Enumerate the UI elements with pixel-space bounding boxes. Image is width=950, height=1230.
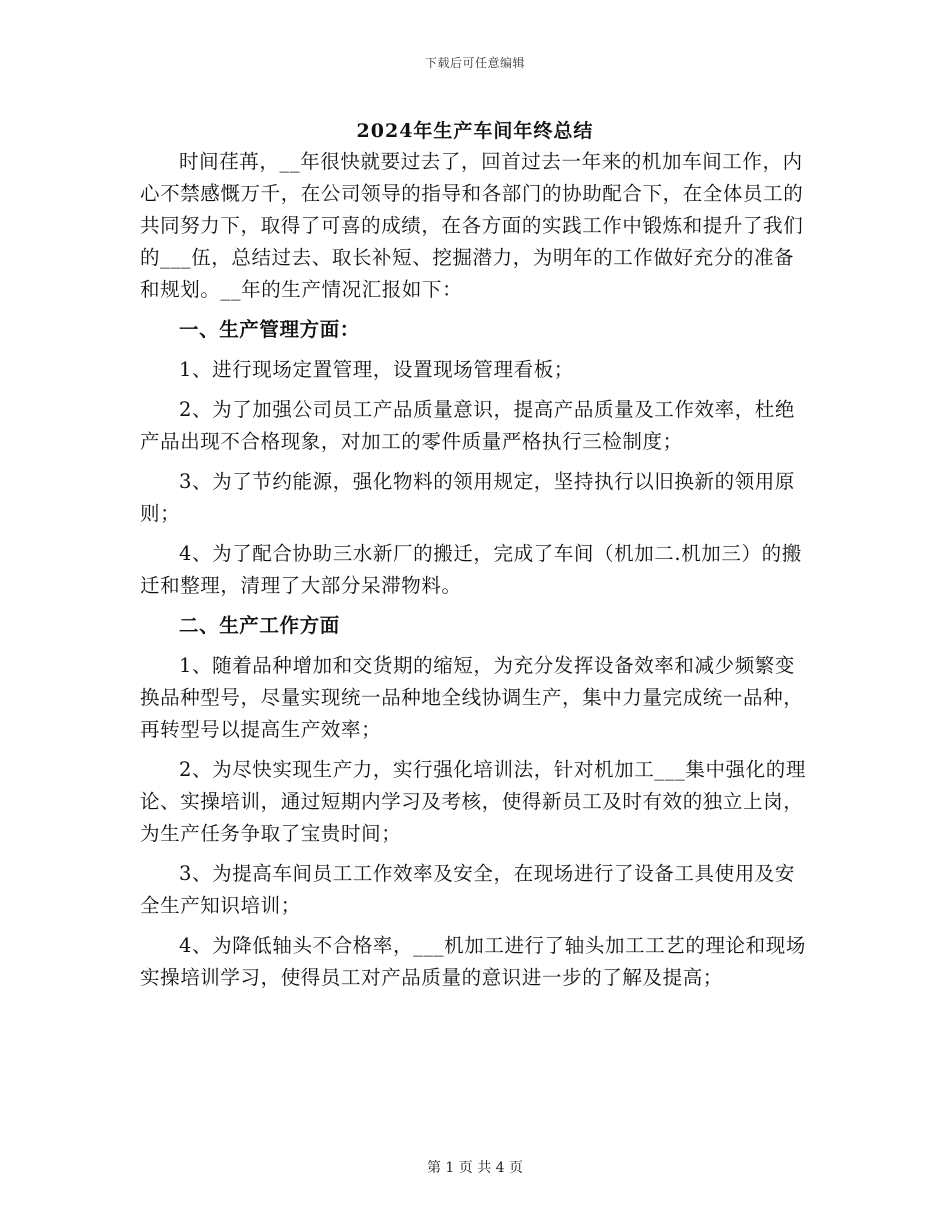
document-title: 2024年生产车间年终总结 xyxy=(356,120,594,142)
section2-item-1: 1、随着品种增加和交货期的缩短，为充分发挥设备效率和减少频繁变换品种型号，尽量实现统一品种地全线协调生产，集中力量完成统一品种，再转型号以提高生产效率； xyxy=(140,654,804,741)
header-note: 下载后可任意编辑 xyxy=(424,56,525,70)
document-body xyxy=(140,146,810,994)
section2-item-2: 2、为尽快实现生产力，实行强化培训法，针对机加工___集中强化的理论、实操培训，通过短期内学习及考核，使得新员工及时有效的独立上岗，为生产任务争取了宝贵时间； xyxy=(140,758,806,845)
intro-paragraph: 时间荏苒，__年很快就要过去了，回首过去一年来的机加车间工作，内心不禁感慨万千，在公司领导的指导和各部门的协助配合下，在全体员工的共同努力下，取得了可喜的成绩，在各方面的实践工作中锻炼和提升了我们的___伍，总结过去、取长补短、挖掘潜力，为明年的工作做好充分的准备和规划。__年的生产情况汇报如下： xyxy=(140,150,804,301)
section1-item-2: 2、为了加强公司员工产品质量意识，提高产品质量及工作效率，杜绝产品出现不合格现象，对加工的零件质量严格执行三检制度； xyxy=(140,398,796,453)
section2-item-3: 3、为提高车间员工工作效率及安全，在现场进行了设备工具使用及安全生产知识培训； xyxy=(140,862,796,917)
section2-item-4: 4、为降低轴头不合格率，___机加工进行了轴头加工工艺的理论和现场实操培训学习，使得员工对产品质量的意识进一步的了解及提高； xyxy=(140,934,806,989)
section-heading-production-work: 二、生产工作方面 xyxy=(179,614,340,637)
section1-item-3: 3、为了节约能源，强化物料的领用规定，坚持执行以旧换新的领用原则； xyxy=(140,470,796,525)
section1-item-4: 4、为了配合协助三水新厂的搬迁，完成了车间（机加二.机加三）的搬迁和整理，清理了大部分呆滞物料。 xyxy=(140,542,802,597)
section1-item-1: 1、进行现场定置管理，设置现场管理看板； xyxy=(179,358,574,381)
section-heading-production-management: 一、生产管理方面： xyxy=(179,318,360,341)
page-number: 第 1 页 共 4 页 xyxy=(426,1160,524,1176)
